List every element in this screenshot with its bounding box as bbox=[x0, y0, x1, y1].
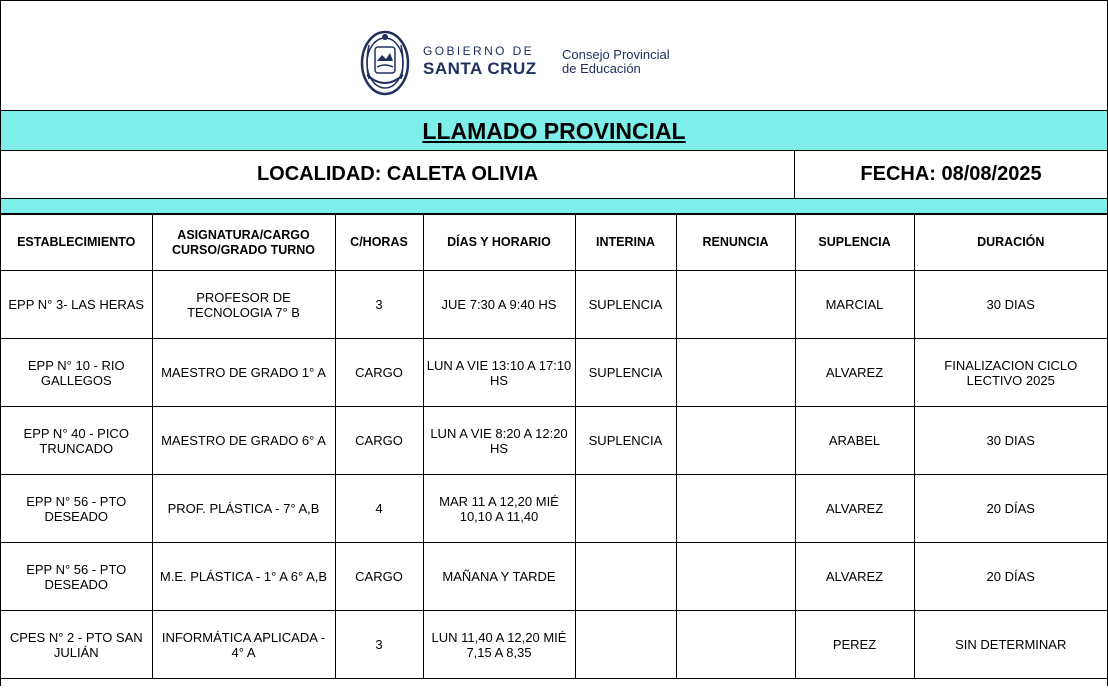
accent-strip bbox=[1, 199, 1107, 214]
cell-renuncia bbox=[676, 339, 795, 407]
cell-suplencia: MARCIAL bbox=[795, 271, 914, 339]
header-dias-horario: DÍAS Y HORARIO bbox=[423, 215, 575, 271]
council-name bbox=[562, 48, 670, 76]
cell-interina: SUPLENCIA bbox=[575, 271, 676, 339]
localidad-label: LOCALIDAD: CALETA OLIVIA bbox=[1, 151, 795, 198]
cell-asignatura: M.E. PLÁSTICA - 1° A 6° A,B bbox=[152, 543, 335, 611]
cell-horas: CARGO bbox=[335, 407, 423, 475]
council-line-2: de Educación bbox=[562, 61, 641, 76]
cell-renuncia bbox=[676, 407, 795, 475]
cell-dias-horario: LUN 11,40 A 12,20 MIÉ 7,15 A 8,35 bbox=[423, 611, 575, 679]
government-line-2: SANTA CRUZ bbox=[423, 59, 537, 78]
cell-asignatura: MAESTRO DE GRADO 1° A bbox=[152, 339, 335, 407]
cell-duracion: SIN DETERMINAR bbox=[914, 611, 1107, 679]
page-title: LLAMADO PROVINCIAL bbox=[422, 118, 686, 144]
table-row bbox=[1, 339, 1107, 407]
cell-suplencia: ALVAREZ bbox=[795, 543, 914, 611]
cell-establecimiento: EPP N° 56 - PTO DESEADO bbox=[1, 543, 152, 611]
cell-horas: 3 bbox=[335, 611, 423, 679]
cell-interina bbox=[575, 543, 676, 611]
government-line-1: GOBIERNO DE bbox=[423, 44, 535, 58]
cell-horas: 4 bbox=[335, 475, 423, 543]
cell-asignatura: INFORMÁTICA APLICADA - 4° A bbox=[152, 611, 335, 679]
cell-establecimiento: EPP N° 40 - PICO TRUNCADO bbox=[1, 407, 152, 475]
cell-horas: CARGO bbox=[335, 543, 423, 611]
table-header-row bbox=[1, 215, 1107, 271]
cell-dias-horario: JUE 7:30 A 9:40 HS bbox=[423, 271, 575, 339]
cell-asignatura: MAESTRO DE GRADO 6° A bbox=[152, 407, 335, 475]
cell-horas: CARGO bbox=[335, 339, 423, 407]
cell-asignatura: PROF. PLÁSTICA - 7° A,B bbox=[152, 475, 335, 543]
table-row bbox=[1, 407, 1107, 475]
cell-interina bbox=[575, 611, 676, 679]
table-row bbox=[1, 543, 1107, 611]
cell-horas: 3 bbox=[335, 271, 423, 339]
cell-interina bbox=[575, 475, 676, 543]
cell-dias-horario: MAÑANA Y TARDE bbox=[423, 543, 575, 611]
cell-renuncia bbox=[676, 543, 795, 611]
cell-duracion: 30 DIAS bbox=[914, 407, 1107, 475]
cell-duracion: 20 DÍAS bbox=[914, 543, 1107, 611]
cell-establecimiento: EPP N° 10 - RIO GALLEGOS bbox=[1, 339, 152, 407]
cell-asignatura: PROFESOR DE TECNOLOGIA 7° B bbox=[152, 271, 335, 339]
header-horas: C/HORAS bbox=[335, 215, 423, 271]
location-date-row bbox=[1, 151, 1107, 199]
cell-establecimiento: CPES N° 2 - PTO SAN JULIÁN bbox=[1, 611, 152, 679]
council-line-1: Consejo Provincial bbox=[562, 47, 670, 62]
cell-renuncia bbox=[676, 475, 795, 543]
letterhead bbox=[1, 0, 1107, 110]
cell-dias-horario: LUN A VIE 13:10 A 17:10 HS bbox=[423, 339, 575, 407]
cell-interina: SUPLENCIA bbox=[575, 339, 676, 407]
table-row bbox=[1, 475, 1107, 543]
cell-interina: SUPLENCIA bbox=[575, 407, 676, 475]
cell-dias-horario: LUN A VIE 8:20 A 12:20 HS bbox=[423, 407, 575, 475]
fecha-label: FECHA: 08/08/2025 bbox=[860, 163, 1042, 185]
header-duracion: DURACIÓN bbox=[914, 215, 1107, 271]
table-row bbox=[1, 611, 1107, 679]
cell-dias-horario: MAR 11 A 12,20 MIÉ 10,10 A 11,40 bbox=[423, 475, 575, 543]
cell-duracion: 30 DIAS bbox=[914, 271, 1107, 339]
cell-suplencia: PEREZ bbox=[795, 611, 914, 679]
header-asignatura: ASIGNATURA/CARGO CURSO/GRADO TURNO bbox=[152, 215, 335, 271]
header-suplencia: SUPLENCIA bbox=[795, 215, 914, 271]
header-interina: INTERINA bbox=[575, 215, 676, 271]
cell-establecimiento: EPP N° 56 - PTO DESEADO bbox=[1, 475, 152, 543]
table-row bbox=[1, 271, 1107, 339]
title-bar bbox=[1, 110, 1107, 151]
header-renuncia: RENUNCIA bbox=[676, 215, 795, 271]
header-establecimiento: ESTABLECIMIENTO bbox=[1, 215, 152, 271]
cell-suplencia: ARABEL bbox=[795, 407, 914, 475]
government-name bbox=[423, 45, 537, 77]
cell-duracion: FINALIZACION CICLO LECTIVO 2025 bbox=[914, 339, 1107, 407]
cell-establecimiento: EPP N° 3- LAS HERAS bbox=[1, 271, 152, 339]
santa-cruz-coat-of-arms-logo bbox=[359, 25, 411, 97]
cell-duracion: 20 DÍAS bbox=[914, 475, 1107, 543]
cell-suplencia: ALVAREZ bbox=[795, 475, 914, 543]
vacancies-table bbox=[1, 214, 1107, 679]
cell-suplencia: ALVAREZ bbox=[795, 339, 914, 407]
cell-renuncia bbox=[676, 271, 795, 339]
cell-renuncia bbox=[676, 611, 795, 679]
